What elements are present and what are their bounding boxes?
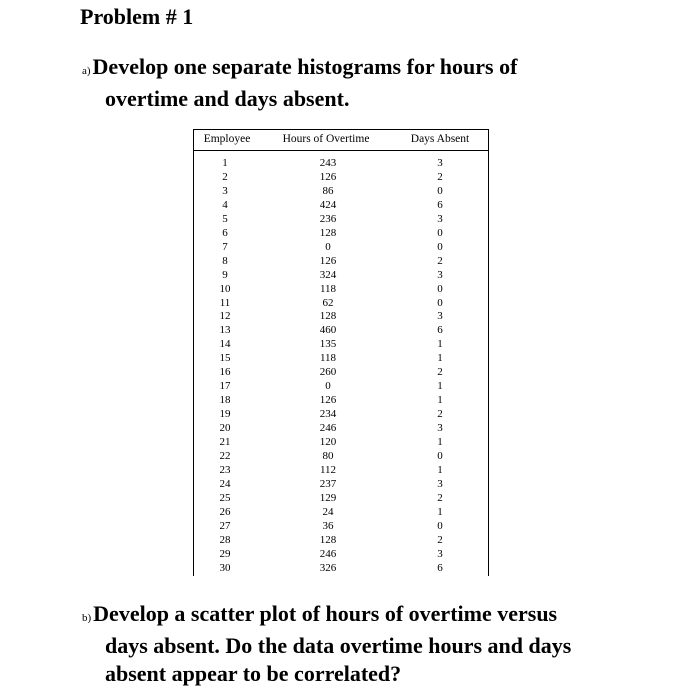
cell-days-absent: 0 xyxy=(437,184,443,197)
cell-hours-of-overtime: 112 xyxy=(319,463,337,476)
cell-days-absent: 2 xyxy=(437,366,443,379)
cell-hours-of-overtime: 424 xyxy=(319,198,337,211)
cell-employee: 15 xyxy=(219,352,231,365)
table-row xyxy=(193,492,489,506)
cell-days-absent: 2 xyxy=(437,491,443,504)
cell-hours-of-overtime: 234 xyxy=(319,408,337,421)
cell-hours-of-overtime: 128 xyxy=(319,310,337,323)
cell-days-absent: 3 xyxy=(437,268,443,281)
cell-hours-of-overtime: 237 xyxy=(319,477,337,490)
cell-hours-of-overtime: 260 xyxy=(319,366,337,379)
cell-employee: 9 xyxy=(222,268,228,281)
cell-days-absent: 3 xyxy=(437,422,443,435)
table-row xyxy=(193,324,489,338)
cell-hours-of-overtime: 128 xyxy=(319,226,337,239)
cell-hours-of-overtime: 126 xyxy=(319,254,337,267)
cell-days-absent: 2 xyxy=(437,254,443,267)
cell-employee: 8 xyxy=(222,254,228,267)
cell-employee: 17 xyxy=(219,380,231,393)
part-a-question xyxy=(82,53,642,113)
cell-hours-of-overtime: 236 xyxy=(319,212,337,225)
table-row xyxy=(193,422,489,436)
cell-days-absent: 1 xyxy=(437,338,443,351)
table-row xyxy=(193,227,489,241)
cell-hours-of-overtime: 324 xyxy=(319,268,337,281)
cell-hours-of-overtime: 126 xyxy=(319,170,337,183)
cell-days-absent: 6 xyxy=(437,198,443,211)
table-row xyxy=(193,366,489,380)
table-row xyxy=(193,478,489,492)
table-row xyxy=(193,151,489,171)
part-a-marker: a) xyxy=(82,65,91,77)
part-a-line-2: overtime and days absent. xyxy=(105,86,350,111)
cell-days-absent: 1 xyxy=(437,394,443,407)
cell-employee: 3 xyxy=(222,184,228,197)
table-row xyxy=(193,548,489,562)
table-row xyxy=(193,241,489,255)
cell-hours-of-overtime: 0 xyxy=(325,380,331,393)
cell-days-absent: 1 xyxy=(437,380,443,393)
cell-hours-of-overtime: 24 xyxy=(322,505,334,518)
cell-employee: 13 xyxy=(219,324,231,337)
cell-hours-of-overtime: 326 xyxy=(319,561,337,574)
table-row xyxy=(193,534,489,548)
cell-employee: 2 xyxy=(222,170,228,183)
cell-employee: 21 xyxy=(219,436,231,449)
table-row xyxy=(193,520,489,534)
cell-days-absent: 0 xyxy=(437,450,443,463)
cell-employee: 4 xyxy=(222,198,228,211)
cell-hours-of-overtime: 135 xyxy=(319,338,337,351)
cell-employee: 24 xyxy=(219,477,231,490)
table-row xyxy=(193,255,489,269)
cell-employee: 27 xyxy=(219,519,231,532)
cell-employee: 28 xyxy=(219,533,231,546)
table-row xyxy=(193,562,489,576)
table-row xyxy=(193,352,489,366)
table-body xyxy=(193,151,489,576)
cell-hours-of-overtime: 128 xyxy=(319,533,337,546)
cell-days-absent: 0 xyxy=(437,519,443,532)
part-b-marker: b) xyxy=(82,612,92,624)
cell-employee: 1 xyxy=(222,157,228,169)
table-row xyxy=(193,297,489,311)
cell-days-absent: 3 xyxy=(437,157,443,169)
cell-days-absent: 3 xyxy=(437,212,443,225)
cell-hours-of-overtime: 126 xyxy=(319,394,337,407)
header-days-absent: Days Absent xyxy=(391,130,489,151)
table-row xyxy=(193,380,489,394)
cell-hours-of-overtime: 246 xyxy=(319,547,337,560)
cell-employee: 20 xyxy=(219,422,231,435)
cell-hours-of-overtime: 118 xyxy=(319,282,337,295)
cell-employee: 26 xyxy=(219,505,231,518)
cell-employee: 22 xyxy=(219,450,231,463)
cell-days-absent: 0 xyxy=(437,240,443,253)
cell-days-absent: 0 xyxy=(437,226,443,239)
cell-hours-of-overtime: 62 xyxy=(322,296,334,309)
table-row xyxy=(193,394,489,408)
cell-days-absent: 1 xyxy=(437,463,443,476)
cell-hours-of-overtime: 86 xyxy=(322,184,334,197)
table-row xyxy=(193,171,489,185)
table-left-border xyxy=(193,129,194,576)
cell-employee: 12 xyxy=(219,310,231,323)
cell-employee: 16 xyxy=(219,366,231,379)
cell-hours-of-overtime: 460 xyxy=(319,324,337,337)
table-row xyxy=(193,185,489,199)
cell-employee: 6 xyxy=(222,226,228,239)
part-b-question xyxy=(82,600,642,688)
table-row xyxy=(193,408,489,422)
table-row xyxy=(193,213,489,227)
cell-employee: 14 xyxy=(219,338,231,351)
cell-days-absent: 2 xyxy=(437,408,443,421)
cell-days-absent: 0 xyxy=(437,282,443,295)
cell-hours-of-overtime: 120 xyxy=(319,436,337,449)
part-b-line-2: days absent. Do the data overtime hours and days xyxy=(105,633,572,658)
part-b-line-1: Develop a scatter plot of hours of overtime versus xyxy=(93,601,558,626)
cell-hours-of-overtime: 0 xyxy=(325,240,331,253)
table-row xyxy=(193,436,489,450)
cell-hours-of-overtime: 243 xyxy=(319,157,337,169)
table-row xyxy=(193,450,489,464)
cell-days-absent: 1 xyxy=(437,505,443,518)
cell-hours-of-overtime: 246 xyxy=(319,422,337,435)
cell-employee: 23 xyxy=(219,463,231,476)
table-row xyxy=(193,506,489,520)
cell-hours-of-overtime: 118 xyxy=(319,352,337,365)
cell-days-absent: 3 xyxy=(437,477,443,490)
cell-employee: 25 xyxy=(219,491,231,504)
table-row xyxy=(193,464,489,478)
cell-days-absent: 3 xyxy=(437,310,443,323)
cell-days-absent: 6 xyxy=(437,561,443,574)
cell-employee: 30 xyxy=(219,561,231,574)
header-employee: Employee xyxy=(193,130,261,151)
cell-days-absent: 1 xyxy=(437,352,443,365)
cell-hours-of-overtime: 129 xyxy=(319,491,337,504)
table-row xyxy=(193,199,489,213)
cell-days-absent: 2 xyxy=(437,170,443,183)
table-row xyxy=(193,283,489,297)
cell-employee: 7 xyxy=(222,240,228,253)
part-b-line-3: absent appear to be correlated? xyxy=(105,661,402,686)
header-hours-of-overtime: Hours of Overtime xyxy=(261,130,391,151)
cell-days-absent: 3 xyxy=(437,547,443,560)
cell-hours-of-overtime: 36 xyxy=(322,519,334,532)
cell-employee: 19 xyxy=(219,408,231,421)
cell-employee: 10 xyxy=(219,282,231,295)
cell-hours-of-overtime: 80 xyxy=(322,450,334,463)
table-row xyxy=(193,310,489,324)
cell-employee: 18 xyxy=(219,394,231,407)
table-row xyxy=(193,269,489,283)
part-a-line-1: Develop one separate histograms for hours of xyxy=(92,54,518,79)
table-header-row xyxy=(193,130,489,151)
cell-days-absent: 2 xyxy=(437,533,443,546)
overtime-absence-table xyxy=(193,129,489,576)
cell-days-absent: 1 xyxy=(437,436,443,449)
table-row xyxy=(193,338,489,352)
cell-days-absent: 0 xyxy=(437,296,443,309)
cell-days-absent: 6 xyxy=(437,324,443,337)
cell-employee: 11 xyxy=(219,296,231,309)
problem-title: Problem # 1 xyxy=(80,4,194,29)
table-right-border xyxy=(488,129,489,576)
cell-employee: 5 xyxy=(222,212,228,225)
cell-employee: 29 xyxy=(219,547,231,560)
